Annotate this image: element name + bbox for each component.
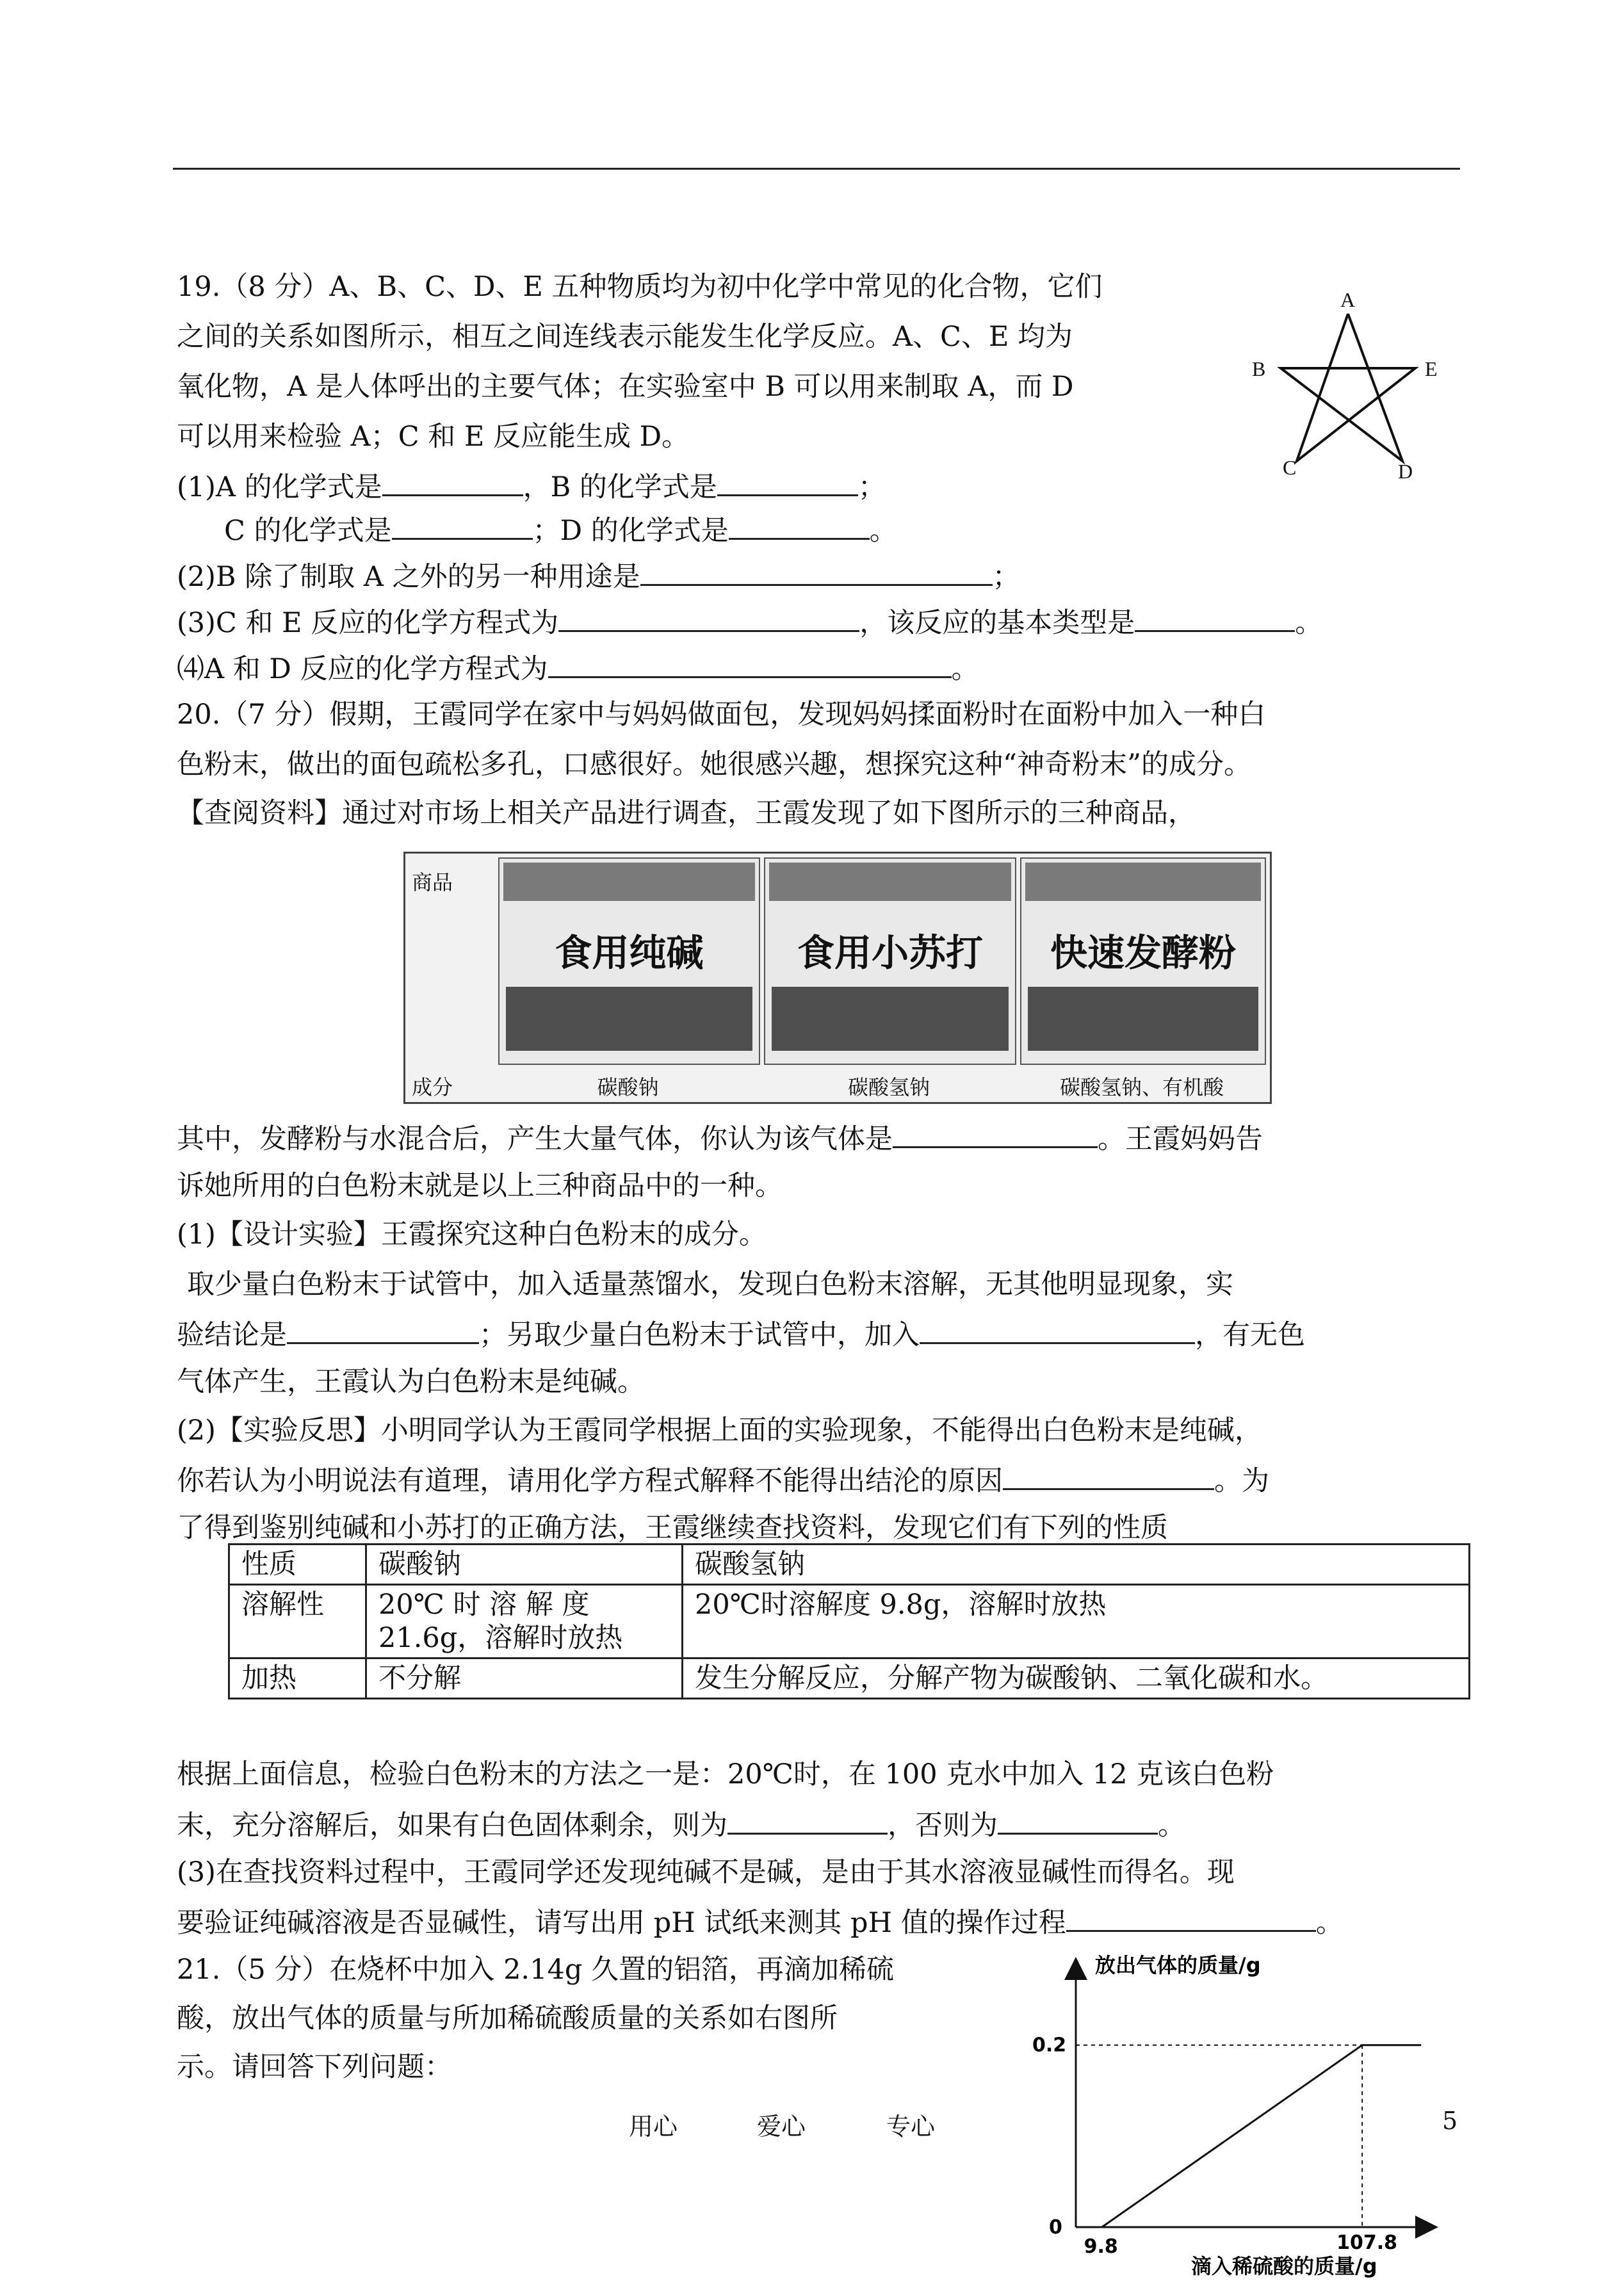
answer-blank[interactable]	[382, 469, 523, 496]
q20-line-3: 【查阅资料】通过对市场上相关产品进行调查，王霞发现了如下图所示的三种商品，	[177, 797, 1196, 829]
product-name: 食用小苏打	[797, 931, 983, 975]
product-name: 食用纯碱	[555, 931, 704, 975]
q20-line-15: (3)在查找资料过程中，王霞同学还发现纯碱不是碱，是由于其水溶液显碱性而得名。现	[177, 1856, 1235, 1888]
products-row-label-components: 成分	[412, 1075, 453, 1099]
table-header: 性质	[229, 1545, 366, 1585]
table-cell: 不分解	[366, 1658, 683, 1699]
answer-blank[interactable]	[729, 512, 870, 540]
table-header: 碳酸氢钠	[683, 1545, 1470, 1585]
footer-motto-1: 用心	[629, 2113, 678, 2141]
q20-line-2: 色粉末，做出的面包疏松多孔，口感很好。她很感兴趣，想探究这种“神奇粉末”的成分。	[177, 749, 1251, 781]
table-cell: 20℃ 时 溶 解 度 21.6g，溶解时放热	[366, 1585, 683, 1658]
q20-line-14: 末，充分溶解后，如果有白色固体剩余，则为 ，否则为 。	[177, 1807, 1185, 1842]
product-yeast-powder	[1020, 857, 1266, 1065]
answer-blank[interactable]	[548, 651, 952, 678]
header-rule	[173, 168, 1460, 170]
q20-line-11: 你若认为小明说法有道理，请用化学方程式解释不能得出结沦的原因 。为	[177, 1463, 1269, 1498]
star-label-a: A	[1340, 288, 1356, 311]
series-line	[1102, 2045, 1422, 2227]
q20-line-4: 其中，发酵粉与水混合后，产生大量气体，你认为该气体是 。王霞妈妈告	[177, 1121, 1263, 1156]
q19-line-1: 19.（8 分）A、B、C、D、E 五种物质均为初中化学中常见的化合物，它们	[177, 271, 1103, 303]
q19-line-3: 氧化物，A 是人体呼出的主要气体；在实验室中 B 可以用来制取 A，而 D	[177, 371, 1074, 403]
answer-blank[interactable]	[920, 1317, 1195, 1344]
star-label-b: B	[1252, 357, 1266, 380]
product-name: 快速发酵粉	[1050, 931, 1236, 975]
table-cell: 20℃时溶解度 9.8g，溶解时放热	[683, 1585, 1470, 1658]
properties-table	[228, 1543, 1470, 1699]
q21-line-2: 酸，放出气体的质量与所加稀硫酸质量的关系如右图所	[177, 2002, 838, 2034]
answer-blank[interactable]	[1066, 1904, 1316, 1932]
product-component: 碳酸氢钠、有机酸	[1059, 1075, 1224, 1099]
product-image	[403, 852, 1272, 1104]
star-lines	[1246, 288, 1450, 487]
answer-blank[interactable]	[727, 1807, 888, 1835]
q19-part-3: (3)C 和 E 反应的化学方程式为 ，该反应的基本类型是 。	[177, 604, 1322, 640]
q20-line-13: 根据上面信息，检验白色粉末的方法之一是：20℃时，在 100 克水中加入 12 克该白色粉	[177, 1758, 1274, 1790]
product-soda	[498, 857, 760, 1065]
x-tick-label: 107.8	[1336, 2232, 1398, 2254]
y-tick-label: 0.2	[1032, 2034, 1067, 2057]
product-baking-soda	[764, 857, 1016, 1065]
table-row	[229, 1658, 1470, 1699]
q20-line-1: 20.（7 分）假期，王霞同学在家中与妈妈做面包，发现妈妈揉面粉时在面粉中加入一种白	[177, 699, 1266, 731]
y-tick-label: 0	[1049, 2216, 1062, 2239]
page-number: 5	[1442, 2107, 1458, 2135]
q20-line-6: (1)【设计实验】王霞探究这种白色粉末的成分。	[177, 1219, 767, 1251]
q21-line-3: 示。请回答下列问题：	[177, 2051, 452, 2083]
answer-blank[interactable]	[392, 512, 533, 540]
q20-line-7: 取少量白色粉末于试管中，加入适量蒸馏水，发现白色粉末溶解，无其他明显现象，实	[187, 1269, 1233, 1301]
x-axis-label: 滴入稀硫酸的质量/g	[1191, 2254, 1377, 2278]
footer-motto-3: 专心	[886, 2113, 936, 2141]
table-cell: 加热	[229, 1658, 366, 1699]
q19-part-1: (1)A 的化学式是 ，B 的化学式是 ；	[177, 469, 886, 504]
answer-blank[interactable]	[998, 1807, 1158, 1835]
answer-blank[interactable]	[287, 1317, 479, 1344]
star-label-c: C	[1283, 456, 1297, 479]
product-component: 碳酸钠	[597, 1075, 659, 1099]
q20-line-12: 了得到鉴别纯碱和小苏打的正确方法，王霞继续查找资料，发现它们有下列的性质	[177, 1512, 1168, 1544]
answer-blank[interactable]	[558, 604, 859, 632]
table-cell: 溶解性	[229, 1585, 366, 1658]
answer-blank[interactable]	[640, 558, 993, 586]
x-tick-label: 9.8	[1084, 2235, 1118, 2258]
answer-blank[interactable]	[893, 1121, 1098, 1148]
star-label-e: E	[1425, 357, 1438, 380]
footer-motto-2: 爱心	[757, 2113, 806, 2141]
product-component: 碳酸氢钠	[847, 1075, 930, 1099]
answer-blank[interactable]	[1003, 1463, 1214, 1490]
q20-line-5: 诉她所用的白色粉末就是以上三种商品中的一种。	[177, 1170, 783, 1202]
q20-line-10: (2)【实验反思】小明同学认为王霞同学根据上面的实验现象，不能得出白色粉末是纯碱，	[177, 1415, 1262, 1447]
q19-part-2: (2)B 除了制取 A 之外的另一种用途是 ；	[177, 558, 1020, 594]
q20-line-8: 验结论是 ；另取少量白色粉末于试管中，加入 ，有无色	[177, 1317, 1305, 1352]
star-label-d: D	[1398, 460, 1413, 483]
q19-part-4: ⑷A 和 D 反应的化学方程式为 。	[177, 651, 979, 686]
q21-line-1: 21.（5 分）在烧杯中加入 2.14g 久置的铝箔，再滴加稀硫	[177, 1954, 895, 1986]
q20-line-9: 气体产生，王霞认为白色粉末是纯碱。	[177, 1366, 645, 1398]
table-header: 碳酸钠	[366, 1545, 683, 1585]
table-cell: 发生分解反应，分解产物为碳酸钠、二氧化碳和水。	[683, 1658, 1470, 1699]
q19-part-1-cont: C 的化学式是 ；D 的化学式是 。	[224, 512, 897, 547]
star-diagram	[1246, 288, 1450, 487]
y-axis-label: 放出气体的质量/g	[1095, 1953, 1261, 1977]
table-row	[229, 1585, 1470, 1658]
q20-line-16: 要验证纯碱溶液是否显碱性，请写出用 pH 试纸来测其 pH 值的操作过程 。	[177, 1904, 1344, 1940]
table-row	[229, 1545, 1470, 1585]
gas-mass-chart	[999, 1947, 1447, 2280]
answer-blank[interactable]	[717, 469, 858, 496]
products-row-label-goods: 商品	[412, 870, 453, 895]
chart-svg	[999, 1947, 1447, 2280]
q19-line-2: 之间的关系如图所示，相互之间连线表示能发生化学反应。A、C、E 均为	[177, 321, 1073, 353]
q19-line-4: 可以用来检验 A；C 和 E 反应能生成 D。	[177, 421, 690, 453]
answer-blank[interactable]	[1135, 604, 1295, 632]
